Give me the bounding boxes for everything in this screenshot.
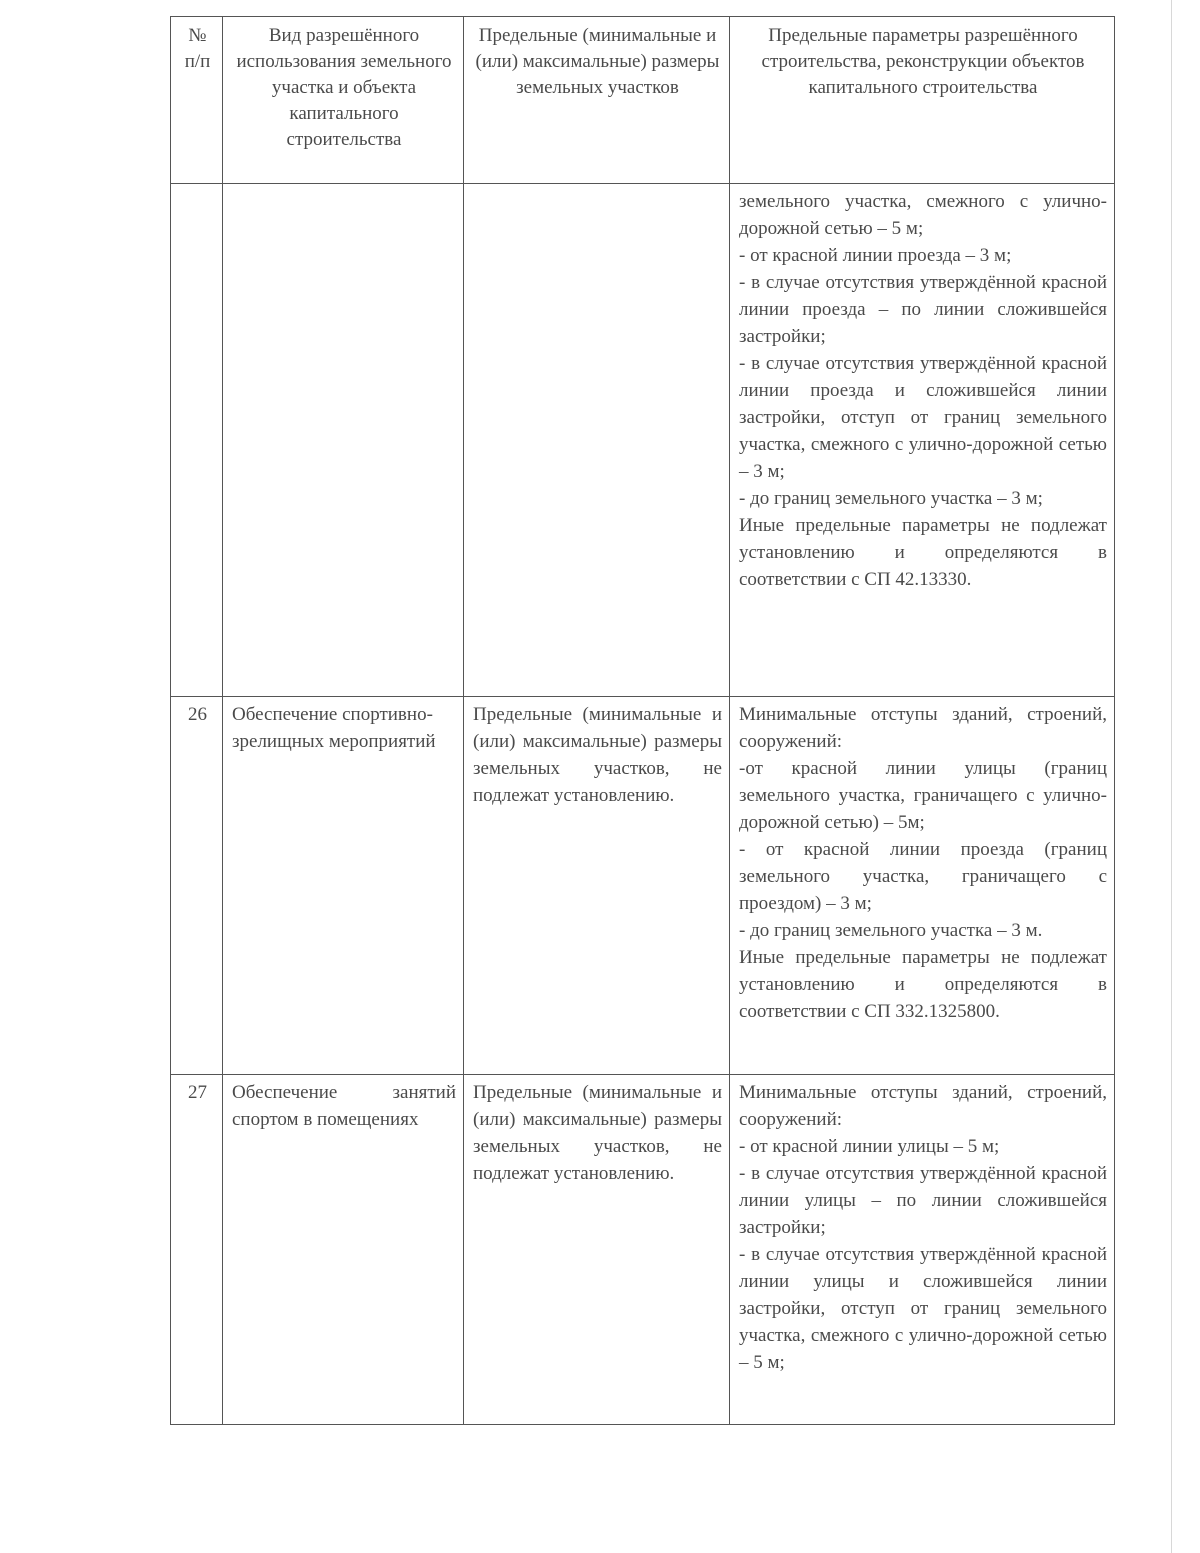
param-line: - в случае отсутствия утверждённой красной линии улицы – по линии сложившейся застройки; [739, 1163, 1107, 1238]
row-plot-sizes: Предельные (минимальные и (или) максимальные) размеры земельных участков, не подлежат установлению. [464, 1075, 730, 1425]
param-line: земельного участка, смежного с улично-дорожной сетью – 5 м; [739, 191, 1107, 239]
row-params [730, 184, 1115, 697]
row-plot-sizes: Предельные (минимальные и (или) максимальные) размеры земельных участков, не подлежат установлению. [464, 697, 730, 1075]
row-num [171, 184, 223, 697]
param-line: - в случае отсутствия утверждённой красной линии улицы и сложившейся линии застройки, отступ от границ земельного участка, смежного с улично-дорожной сетью – 5 м; [739, 1244, 1107, 1373]
row-use-type [223, 184, 464, 697]
header-num: № п/п [171, 17, 223, 184]
row-use-type: Обеспечение спортивно-зрелищных мероприятий [223, 697, 464, 1075]
row-num: 27 [171, 1075, 223, 1425]
scan-edge-line [1171, 0, 1172, 1553]
table-row [171, 184, 1115, 697]
row-params [730, 1075, 1115, 1425]
param-line: Иные предельные параметры не подлежат установлению и определяются в соответствии с СП 42.13330. [739, 515, 1107, 590]
row-params [730, 697, 1115, 1075]
param-line: Иные предельные параметры не подлежат установлению и определяются в соответствии с СП 332.1325800. [739, 947, 1107, 1022]
row-use-type: Обеспечение занятий спортом в помещениях [223, 1075, 464, 1425]
header-row [171, 17, 1115, 184]
param-line: Минимальные отступы зданий, строений, сооружений: [739, 704, 1107, 752]
header-plot-sizes: Предельные (минимальные и (или) максимальные) размеры земельных участков [464, 17, 730, 184]
regulations-table [170, 16, 1115, 1425]
param-line: - от красной линии проезда – 3 м; [739, 245, 1012, 266]
param-line: - до границ земельного участка – 3 м; [739, 488, 1043, 509]
param-line: - от красной линии проезда (границ земельного участка, граничащего с проездом) – 3 м; [739, 839, 1107, 914]
header-use-type: Вид разрешённого использования земельного участка и объекта капитального строительства [223, 17, 464, 184]
param-line: Минимальные отступы зданий, строений, сооружений: [739, 1082, 1107, 1130]
table-row [171, 1075, 1115, 1425]
param-line: - в случае отсутствия утверждённой красной линии проезда – по линии сложившейся застройки; [739, 272, 1107, 347]
param-line: - до границ земельного участка – 3 м. [739, 920, 1043, 941]
param-line: - в случае отсутствия утверждённой красной линии проезда и сложившейся линии застройки, отступ от границ земельного участка, смежного с улично-дорожной сетью – 3 м; [739, 353, 1107, 482]
param-line: - от красной линии улицы – 5 м; [739, 1136, 1000, 1157]
table-row [171, 697, 1115, 1075]
header-params: Предельные параметры разрешённого строительства, реконструкции объектов капитального строительства [730, 17, 1115, 184]
row-plot-sizes [464, 184, 730, 697]
param-line: -от красной линии улицы (границ земельного участка, граничащего с улично-дорожной сетью) – 5м; [739, 758, 1107, 833]
row-num: 26 [171, 697, 223, 1075]
